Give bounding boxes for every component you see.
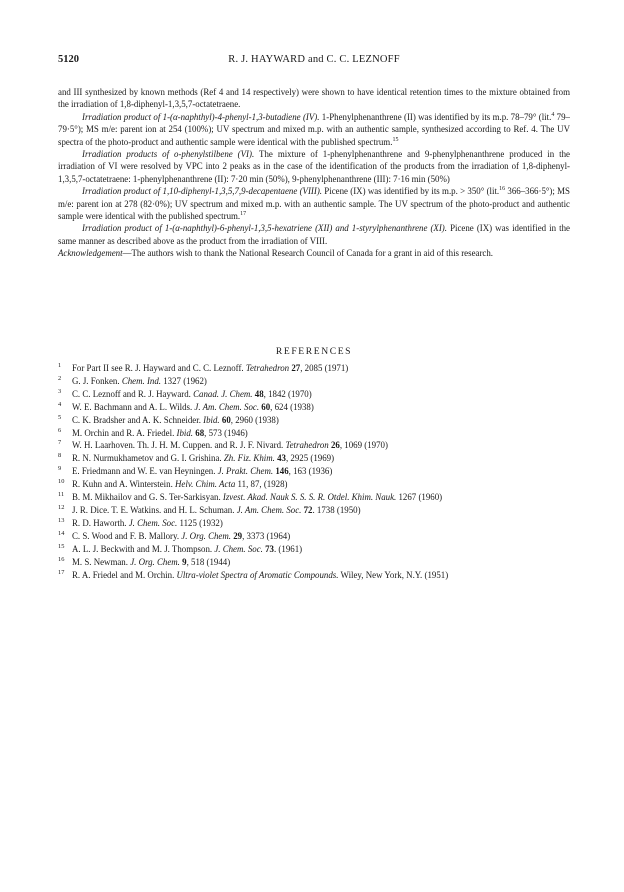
reference-number: 16: [58, 555, 65, 563]
reference-journal: Zh. Fiz. Khim.: [223, 453, 275, 464]
reference-authors: For Part II see R. J. Hayward and C. C. Leznoff.: [72, 363, 246, 373]
reference-volume: 73: [262, 543, 274, 554]
reference-number: 14: [58, 529, 65, 537]
paragraph-text: 79–79·5°); MS m/e: parent ion at 254 (100%); UV spectrum and mixed m.p. with an authentic sample, synthesized according to Ref. 4. The UV spectra of the photo-product and authentic sample were identical with the published spectrum.: [58, 111, 570, 147]
reference-volume: 43: [274, 453, 286, 464]
page-number: 5120: [58, 54, 79, 65]
paragraph-text: and III synthesized by known methods (Ref 4 and 14 respectively) were shown to have identical retention times to the mixture obtained from the irradiation of 1,8-diphenyl-1,3,5,7-octatetraene.: [58, 87, 570, 110]
reference-pages: . 1738 (1950): [312, 504, 361, 515]
reference-number: 15: [58, 542, 65, 550]
reference-pages: Wiley, New York, N.Y. (1951): [338, 569, 449, 580]
reference-authors: C. S. Wood and F. B. Mallory.: [72, 530, 182, 541]
reference-item: [58, 478, 570, 491]
section-heading: Irradiation product of 1-(α-naphthyl)-6-phenyl-1,3,5-hexatriene (XII) and 1-styrylphenanthrene (XI).: [82, 223, 447, 234]
running-head: R. J. HAYWARD and C. C. LEZNOFF: [228, 54, 400, 65]
reference-item: [58, 375, 570, 388]
reference-authors: G. J. Fonken.: [72, 375, 122, 386]
reference-volume: 60: [219, 414, 231, 425]
reference-pages: 1327 (1962): [161, 375, 207, 386]
article-body: [58, 86, 570, 260]
reference-volume: 146: [273, 466, 289, 477]
paragraph-5: [58, 222, 570, 247]
reference-item: [58, 401, 570, 414]
reference-volume: 48: [252, 388, 264, 399]
reference-item: [58, 427, 570, 440]
reference-pages: , 2925 (1969): [285, 453, 335, 464]
reference-number: 4: [58, 400, 62, 408]
reference-item: [58, 491, 570, 504]
reference-authors: C. C. Leznoff and R. J. Hayward.: [72, 388, 194, 399]
reference-pages: . (1961): [273, 543, 303, 554]
paragraph-1: [58, 86, 570, 111]
reference-journal: J. Org. Chem.: [130, 556, 180, 567]
reference-item: [58, 517, 570, 530]
reference-authors: R. Kuhn and A. Winterstein.: [72, 479, 176, 490]
reference-number: 11: [58, 491, 65, 499]
reference-authors: J. R. Dice. T. E. Watkins. and H. L. Schuman.: [72, 504, 237, 515]
reference-number: 12: [58, 503, 65, 511]
reference-authors: R. A. Friedel and M. Orchin.: [72, 569, 177, 580]
reference-journal: Ultra-violet Spectra of Aromatic Compounds.: [176, 569, 339, 580]
reference-pages: 1125 (1932): [177, 517, 223, 528]
paragraph-text: —The authors wish to thank the National Research Council of Canada for a grant in aid of this research.: [122, 248, 493, 259]
reference-pages: , 163 (1936): [288, 466, 333, 477]
paragraph-2: [58, 111, 570, 148]
reference-item: [58, 504, 570, 517]
reference-journal: Izvest. Akad. Nauk S. S. S. R. Otdel. Khim. Nauk.: [222, 492, 397, 503]
reference-item: [58, 439, 570, 452]
paragraph-text: Picene (IX) was identified in the same manner as described above as the product from the irradiation of VIII.: [58, 223, 570, 246]
acknowledgement: [58, 247, 570, 259]
section-heading: Irradiation products of o-phenylstilbene (VI).: [82, 149, 255, 160]
reference-journal: Tetrahedron: [245, 363, 290, 373]
reference-authors: W. H. Laarhoven. Th. J. H. M. Cuppen. and R. J. F. Nivard.: [72, 440, 286, 451]
reference-authors: C. K. Bradsher and A. K. Schneider.: [72, 414, 204, 425]
reference-pages: , 2960 (1938): [230, 414, 279, 425]
reference-journal: J. Org. Chem.: [181, 530, 231, 541]
reference-journal: Tetrahedron: [285, 440, 329, 451]
citation-ref: 17: [240, 211, 247, 218]
citation-ref: 16: [499, 186, 506, 193]
reference-journal: Chem. Ind.: [121, 375, 162, 386]
reference-item: [58, 362, 570, 375]
reference-authors: M. Orchin and R. A. Friedel.: [72, 427, 177, 438]
citation-ref: 15: [392, 136, 399, 143]
reference-volume: 29: [231, 530, 243, 541]
reference-item: [58, 556, 570, 569]
reference-journal: J. Chem. Soc.: [214, 543, 263, 554]
reference-authors: B. M. Mikhailov and G. S. Ter-Sarkisyan.: [72, 492, 223, 503]
reference-number: 7: [58, 439, 62, 447]
reference-item: [58, 414, 570, 427]
section-heading: Irradiation product of 1,10-diphenyl-1,3,5,7,9-decapentaene (VIII).: [82, 186, 323, 197]
reference-volume: 26: [328, 440, 340, 451]
reference-item: [58, 388, 570, 401]
reference-pages: 11, 87, (1928): [235, 479, 288, 490]
reference-journal: J. Chem. Soc.: [128, 517, 178, 528]
reference-pages: , 1842 (1970): [263, 388, 312, 399]
section-heading: Acknowledgement: [58, 248, 123, 259]
reference-authors: M. S. Newman.: [72, 556, 131, 567]
reference-number: 8: [58, 452, 62, 460]
reference-number: 13: [58, 516, 65, 524]
citation-ref: 4: [551, 111, 555, 118]
reference-volume: 9: [179, 556, 187, 567]
reference-journal: J. Am. Chem. Soc.: [236, 504, 302, 515]
reference-authors: R. N. Nurmukhametov and G. I. Grishina.: [72, 453, 224, 464]
reference-journal: J. Am. Chem. Soc.: [194, 401, 260, 412]
paragraph-4: [58, 185, 570, 222]
reference-item: [58, 543, 570, 556]
reference-item: [58, 452, 570, 465]
reference-pages: 1267 (1960): [396, 492, 443, 503]
reference-pages: , 1069 (1970): [339, 440, 388, 451]
reference-volume: 72: [301, 504, 313, 515]
reference-journal: Helv. Chim. Acta: [175, 479, 236, 490]
reference-number: 5: [58, 413, 62, 421]
reference-journal: Ibid.: [176, 427, 194, 438]
reference-item: [58, 530, 570, 543]
section-heading: Irradiation product of 1-(α-naphthyl)-4-phenyl-1,3-butadiene (IV).: [82, 111, 320, 122]
paragraph-text: Picene (IX) was identified by its m.p. > 350° (lit.: [322, 186, 500, 197]
reference-item: [58, 569, 570, 582]
reference-pages: , 2085 (1971): [300, 363, 349, 373]
paragraph-text: 1-Phenylphenanthrene (II) was identified by its m.p. 78–79° (lit.: [319, 111, 552, 122]
reference-number: 10: [58, 478, 65, 486]
reference-number: 6: [58, 426, 62, 434]
reference-authors: E. Friedmann and W. E. van Heyningen.: [72, 466, 218, 477]
reference-volume: 68: [193, 427, 205, 438]
references-list: [58, 362, 570, 581]
paragraph-text: 366–366·5°); MS m/e: parent ion at 278 (82·0%); UV spectrum and mixed m.p. with an authentic sample. The UV spectrum of the photo-product and authentic sample were identical with the published spectrum.: [58, 186, 570, 222]
references-title: REFERENCES: [275, 346, 353, 357]
reference-authors: W. E. Bachmann and A. L. Wilds.: [72, 401, 195, 412]
reference-number: 1: [58, 362, 62, 369]
paragraph-text: The mixture of 1-phenylphenanthrene and 9-phenylphenanthrene produced in the irradiation of VI were resolved by VPC into 2 peaks as in the case of the identification of the products from the irradiation of 1,8-diphenyl-1,3,5,7-octatetraene: 1-phenylphenanthrene (II): 7·20 min (50%), 9-phenylphenanthrene (III): 7·16 min (50%): [58, 149, 571, 184]
reference-journal: Ibid.: [203, 414, 220, 425]
reference-pages: , 518 (1944): [186, 556, 231, 567]
reference-volume: 60: [259, 401, 271, 412]
reference-number: 9: [58, 465, 62, 473]
reference-authors: A. L. J. Beckwith and M. J. Thompson.: [72, 543, 215, 554]
reference-number: 3: [58, 387, 62, 395]
reference-pages: , 3373 (1964): [242, 530, 291, 541]
reference-journal: Canad. J. Chem.: [193, 388, 253, 399]
paragraph-3: [58, 148, 570, 185]
reference-number: 2: [58, 374, 62, 382]
reference-pages: , 624 (1938): [270, 401, 314, 412]
reference-journal: J. Prakt. Chem.: [217, 466, 274, 477]
reference-volume: 27: [289, 363, 301, 373]
reference-number: 17: [58, 568, 65, 576]
reference-authors: R. D. Haworth.: [72, 517, 129, 528]
page-header: [58, 54, 570, 68]
reference-pages: , 573 (1946): [204, 427, 248, 438]
reference-item: [58, 465, 570, 478]
